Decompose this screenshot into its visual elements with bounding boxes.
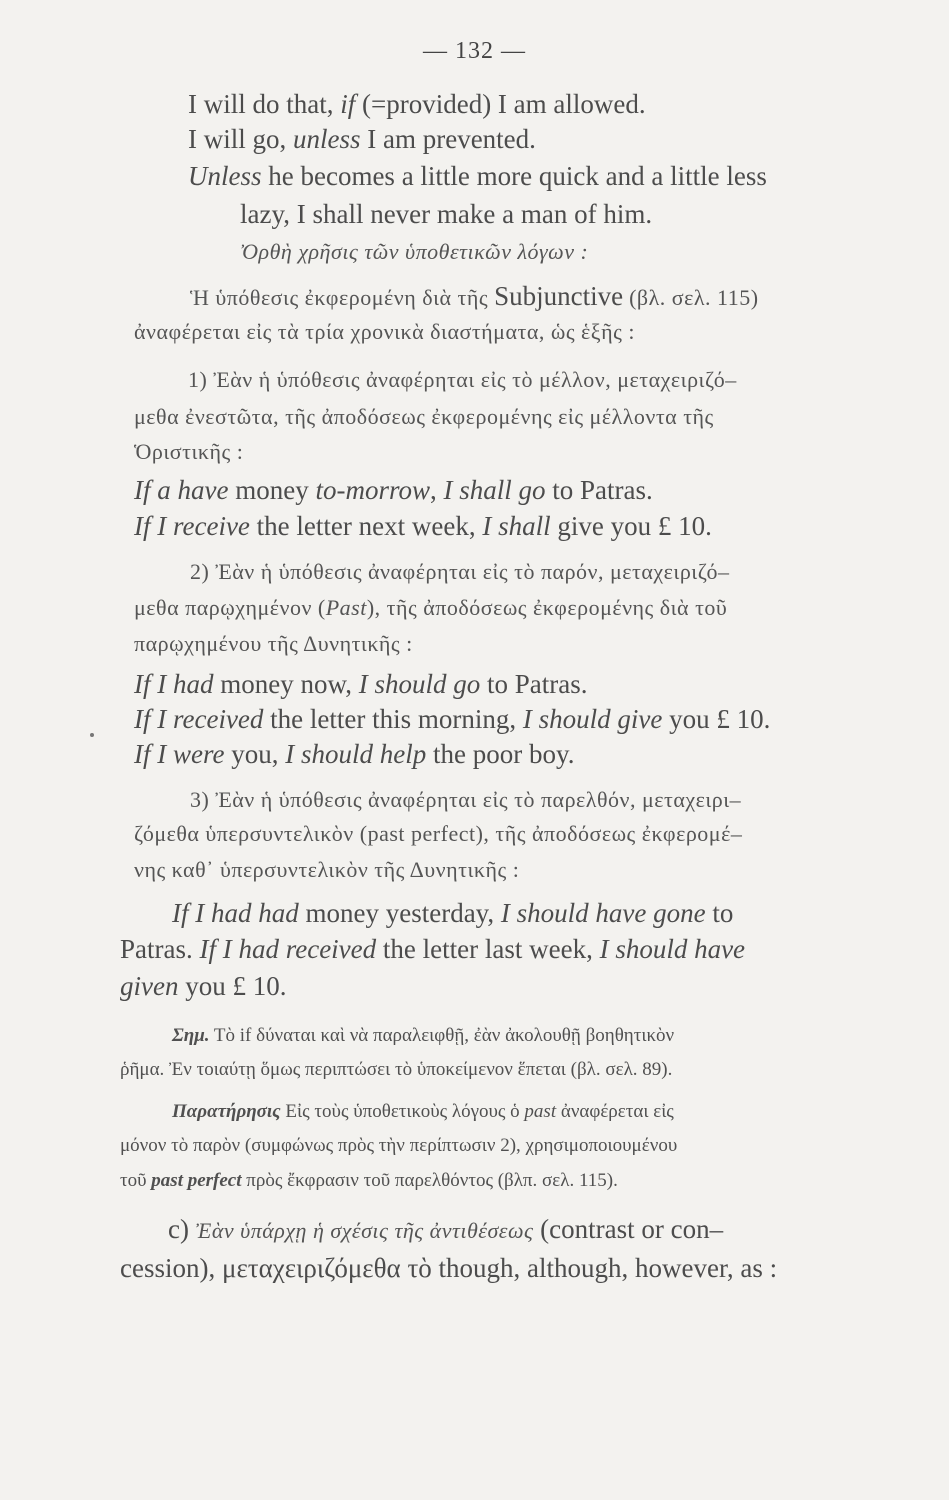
example-line: If a have money to-morrow, I shall go to Patras. (134, 475, 653, 505)
text-line: I will do that, if (=provided) I am allowed. (188, 89, 646, 119)
page-number: — 132 — (423, 38, 526, 64)
text-line: cession), μεταχειριζόμεθα τὸ though, although, however, as : (120, 1253, 778, 1283)
text-line: 3) Ἐὰν ἡ ὑπόθεσις ἀναφέρηται εἰς τὸ παρελθόν, μεταχειρι– (190, 787, 742, 812)
margin-dot (90, 733, 94, 737)
remark-line: Παρατήρησις Εἰς τοὺς ὑποθετικοὺς λόγους ὁ past ἀναφέρεται εἰς (172, 1101, 674, 1122)
example-line: If I receive the letter next week, I shall give you £ 10. (134, 511, 712, 541)
note-line: Σημ. Τὸ if δύναται καὶ νὰ παραλειφθῇ, ἐὰν ἀκολουθῇ βοηθητικὸν (172, 1025, 675, 1046)
heading: Ὀρθὴ χρῆσις τῶν ὑποθετικῶν λόγων : (240, 239, 589, 264)
example-line: If I had money now, I should go to Patras. (134, 669, 588, 699)
text-line: ἀναφέρεται εἰς τὰ τρία χρονικὰ διαστήματα, ὡς ἑξῆς : (134, 319, 635, 344)
text-line: I will go, unless I am prevented. (188, 124, 536, 154)
text-line: νης καθ᾽ ὑπερσυντελικὸν τῆς Δυνητικῆς : (134, 857, 520, 882)
text-line: 2) Ἐὰν ἡ ὑπόθεσις ἀναφέρηται εἰς τὸ παρόν, μεταχειριζό– (190, 559, 730, 584)
example-line: given you £ 10. (120, 971, 287, 1001)
remark-line: τοῦ past perfect πρὸς ἔκφρασιν τοῦ παρελθόντος (βλπ. σελ. 115). (120, 1170, 618, 1191)
remark-line: μόνον τὸ παρὸν (συμφώνως πρὸς τὴν περίπτωσιν 2), χρησιμοποιουμένου (120, 1135, 678, 1156)
text-line: 1) Ἐὰν ἡ ὑπόθεσις ἀναφέρηται εἰς τὸ μέλλον, μεταχειριζό– (188, 367, 737, 392)
text-line: μεθα παρῳχημένον (Past), τῆς ἀποδόσεως ἐκφερομένης διὰ τοῦ (134, 595, 728, 620)
text-line: Ἡ ὑπόθεσις ἐκφερομένη διὰ τῆς Subjunctive (βλ. σελ. 115) (190, 281, 759, 311)
example-line: If I were you, I should help the poor boy. (134, 739, 575, 769)
text-line: lazy, I shall never make a man of him. (240, 199, 653, 229)
text-line: Ὁριστικῆς : (134, 439, 244, 464)
example-line: If I had had money yesterday, I should have gone to (172, 898, 734, 928)
note-line: ῥῆμα. Ἐν τοιαύτῃ ὅμως περιπτώσει τὸ ὑποκείμενον ἕπεται (βλ. σελ. 89). (120, 1059, 673, 1080)
text-line: μεθα ἐνεστῶτα, τῆς ἀποδόσεως ἐκφερομένης εἰς μέλλοντα τῆς (134, 404, 714, 429)
text-line: c) Ἐὰν ὑπάρχῃ ἡ σχέσις τῆς ἀντιθέσεως (contrast or con– (168, 1214, 724, 1244)
example-line: If I received the letter this morning, I should give you £ 10. (134, 704, 771, 734)
text-line: Unless he becomes a little more quick and a little less (188, 161, 767, 191)
text-line: ζόμεθα ὑπερσυντελικὸν (past perfect), τῆς ἀποδόσεως ἐκφερομέ– (134, 821, 743, 846)
example-line: Patras. If I had received the letter last week, I should have (120, 934, 746, 964)
text-line: παρῳχημένου τῆς Δυνητικῆς : (134, 631, 413, 656)
